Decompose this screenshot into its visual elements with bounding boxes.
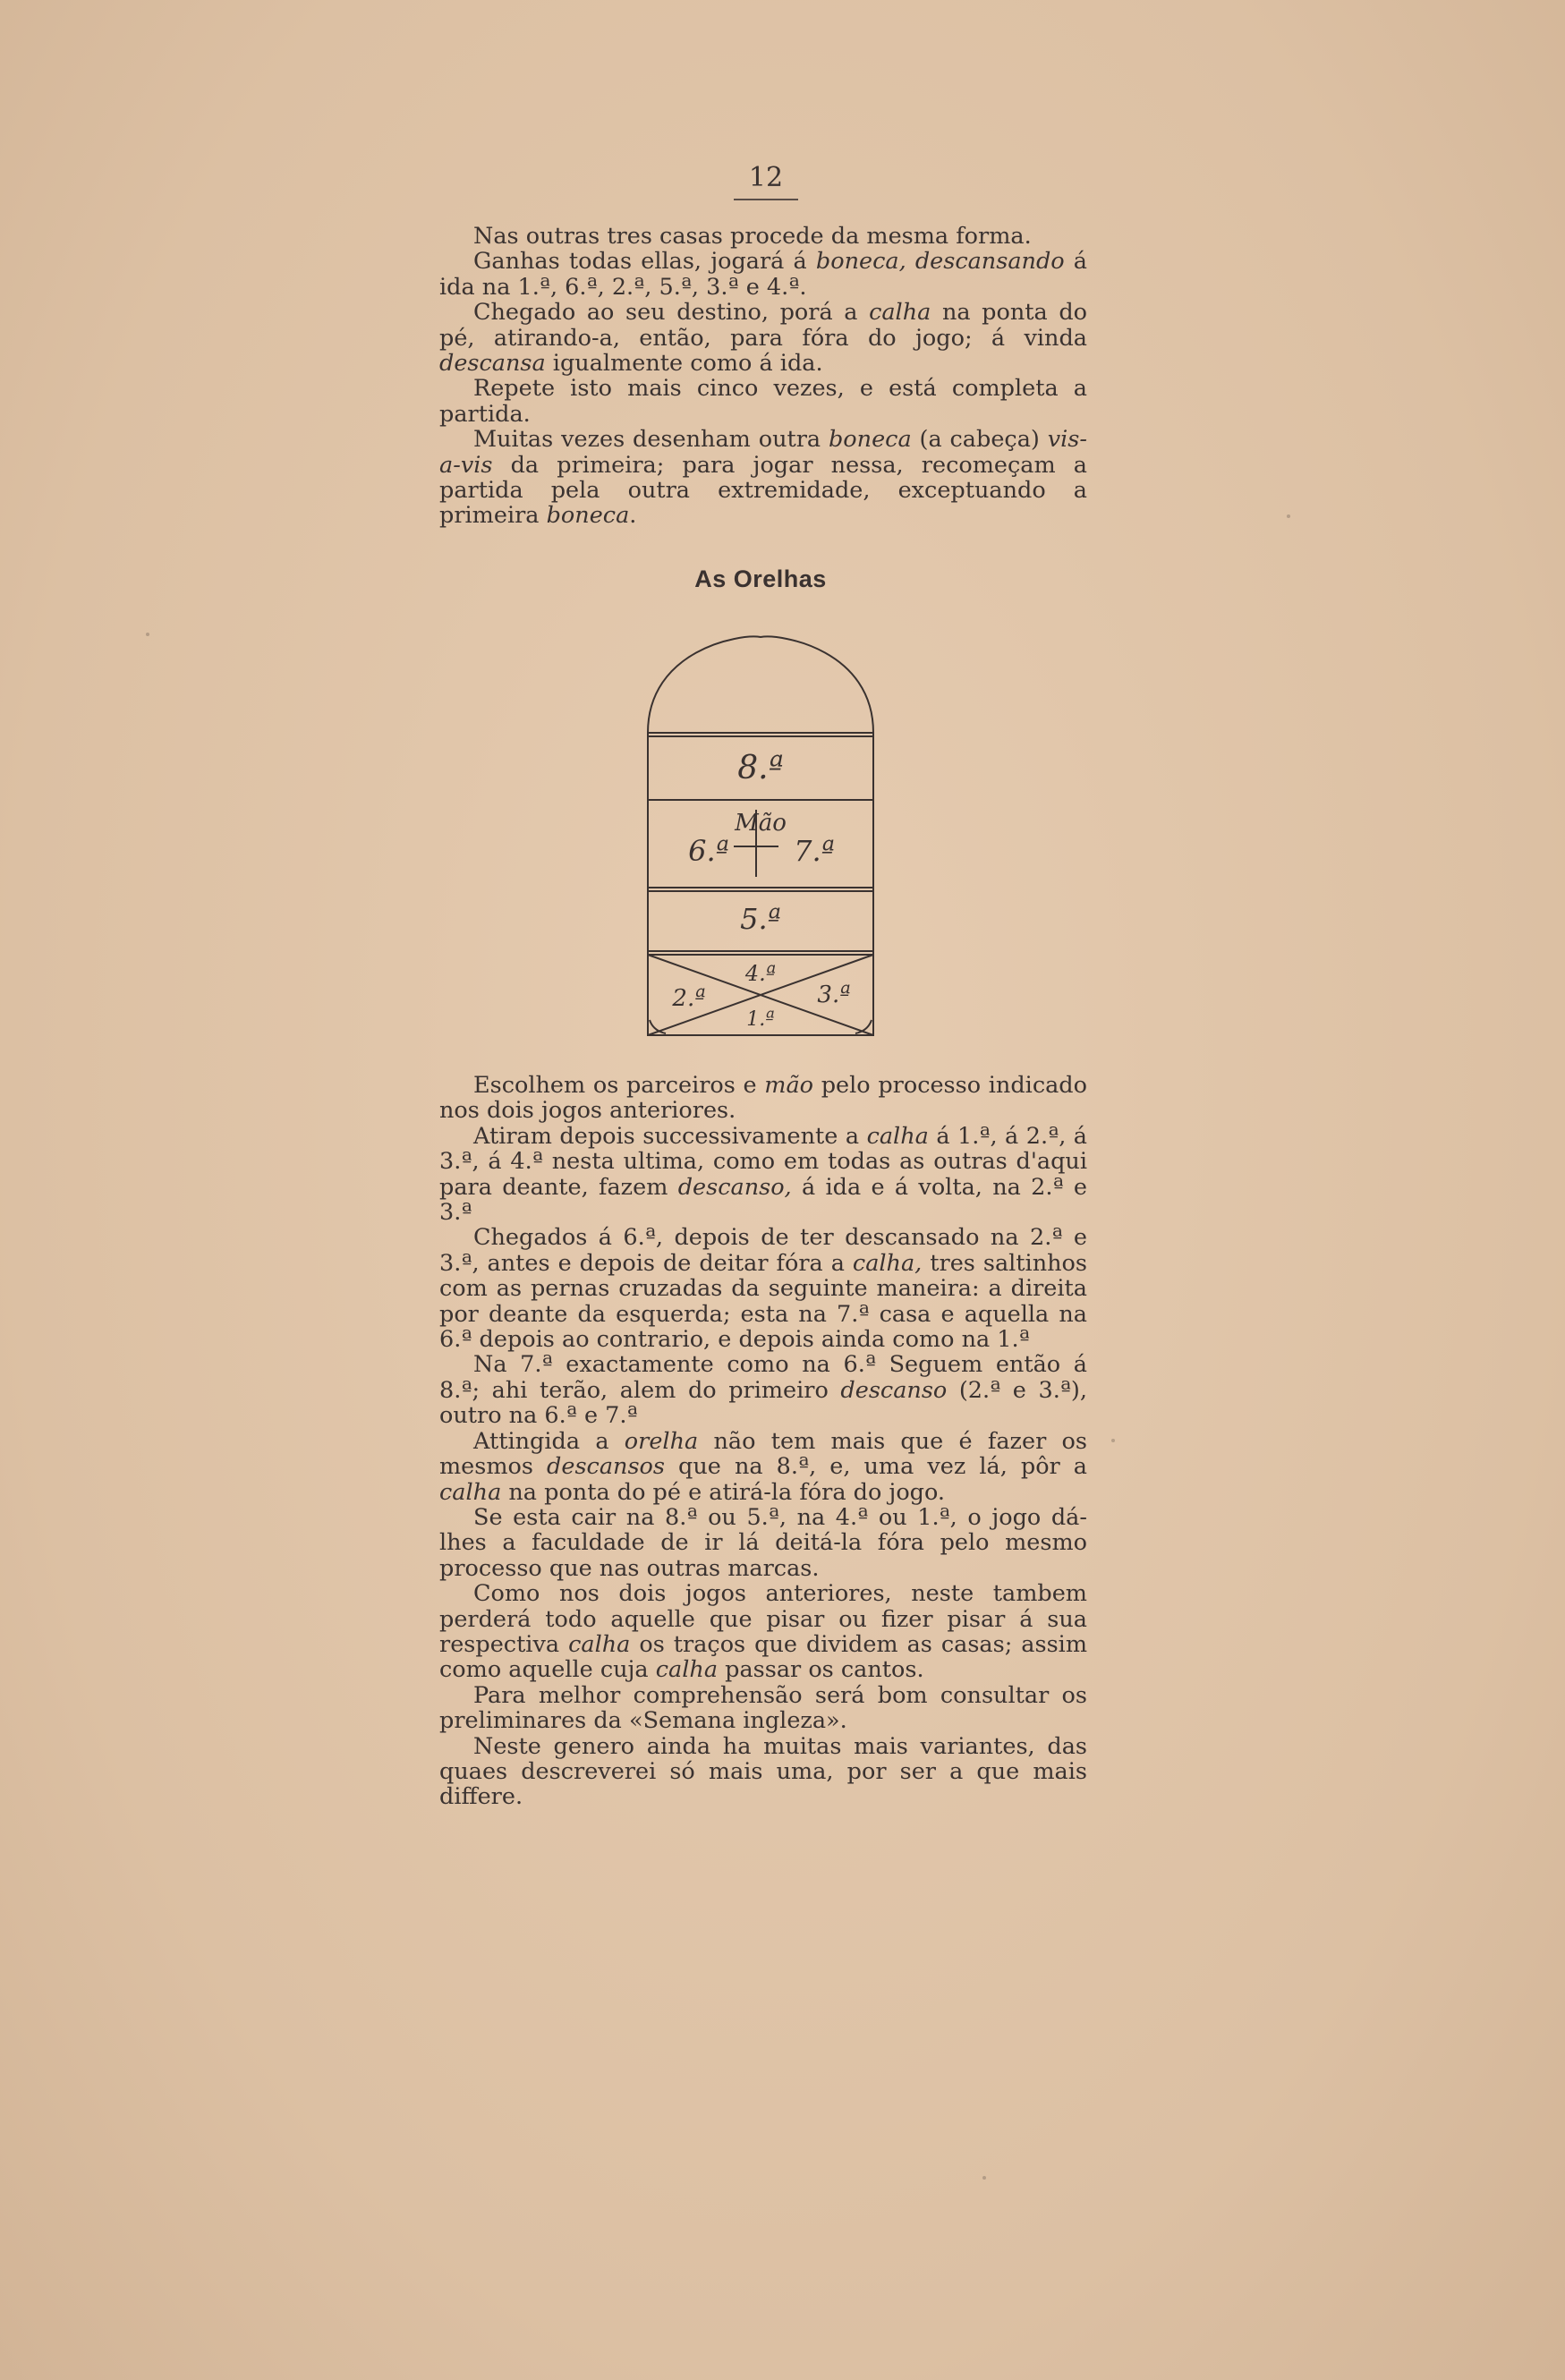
paragraph: Nas outras tres casas procede da mesma forma. [473, 223, 1032, 250]
paragraph: Repete isto mais cinco vezes, e está completa a partida. [439, 375, 1087, 428]
paper-speck [1287, 514, 1290, 518]
paper-speck [146, 633, 149, 636]
label-4: 4.ª [744, 961, 777, 986]
paragraph: Na 7.ª exactamente como na 6.ª Seguem então á 8.ª; ahi terão, alem do primeiro descanso (2.ª e 3.ª), outro na 6.ª e 7.ª [439, 1351, 1087, 1430]
text-block-top [439, 224, 1087, 529]
section-heading: As Orelhas [694, 565, 827, 592]
label-2: 2.ª [672, 985, 706, 1012]
paragraph: Chegado ao seu destino, porá a calha na ponta do pé, atirando-a, então, para fóra do jogo; á vinda descansa igualmente como á ida. [439, 299, 1088, 378]
hopscotch-diagram [626, 626, 895, 1047]
paper-speck [982, 2176, 986, 2180]
paragraph: Ganhas todas ellas, jogará á boneca, descansando á ida na 1.ª, 6.ª, 2.ª, 5.ª, 3.ª e 4.ª. [439, 248, 1087, 301]
paragraph: Como nos dois jogos anteriores, neste tambem perderá todo aquelle que pisar ou fizer pisar á sua respectiva calha os traços que dividem as casas; assim como aquelle cuja calha passar os cantos. [439, 1580, 1088, 1684]
label-6: 6.ª [688, 834, 729, 868]
diagram-arch [648, 637, 873, 733]
label-8: 8.ª [737, 750, 784, 786]
label-1: 1.ª [746, 1008, 775, 1031]
label-mao: Mão [735, 810, 787, 837]
page-number: 12 [748, 162, 784, 193]
paragraph: Attingida a orelha não tem mais que é fazer os mesmos descansos que na 8.ª, e, uma vez lá, pôr a calha na ponta do pé e atirá-la fóra do jogo. [439, 1427, 1087, 1506]
page-number-rule [734, 199, 798, 200]
paragraph: Para melhor comprehensão será bom consultar os preliminares da «Semana ingleza». [439, 1681, 1087, 1735]
paragraph: Muitas vezes desenham outra boneca (a cabeça) vis-a-vis da primeira; para jogar nessa, recomeçam a partida pela outra extremidade, exceptuando a primeira boneca. [439, 426, 1087, 530]
paper-speck [1111, 1439, 1115, 1442]
label-3: 3.ª [817, 982, 851, 1008]
label-5: 5.ª [740, 902, 781, 936]
text-block-bottom [439, 1073, 1087, 1810]
paragraph: Atiram depois successivamente a calha á 1.ª, á 2.ª, á 3.ª, á 4.ª nesta ultima, como em todas as outras d'aqui para deante, fazem descanso, á ida e á volta, na 2.ª e 3.ª [439, 1122, 1087, 1227]
paragraph: Se esta cair na 8.ª ou 5.ª, na 4.ª ou 1.ª, o jogo dá-lhes a faculdade de ir lá deitá-la fóra pelo mesmo processo que nas outras marcas. [439, 1503, 1087, 1582]
paragraph: Escolhem os parceiros e mão pelo processo indicado nos dois jogos anteriores. [439, 1072, 1087, 1125]
label-7: 7.ª [794, 834, 835, 868]
paragraph: Neste genero ainda ha muitas mais variantes, das quaes descreverei só mais uma, por ser a que mais differe. [439, 1732, 1087, 1811]
paragraph: Chegados á 6.ª, depois de ter descansado na 2.ª e 3.ª, antes e depois de deitar fóra a calha, tres saltinhos com as pernas cruzadas da seguinte maneira: a direita por deante da esquerda; esta na 7.ª casa e aquella na 6.ª depois ao contrario, e depois ainda como na 1.ª [439, 1224, 1087, 1354]
